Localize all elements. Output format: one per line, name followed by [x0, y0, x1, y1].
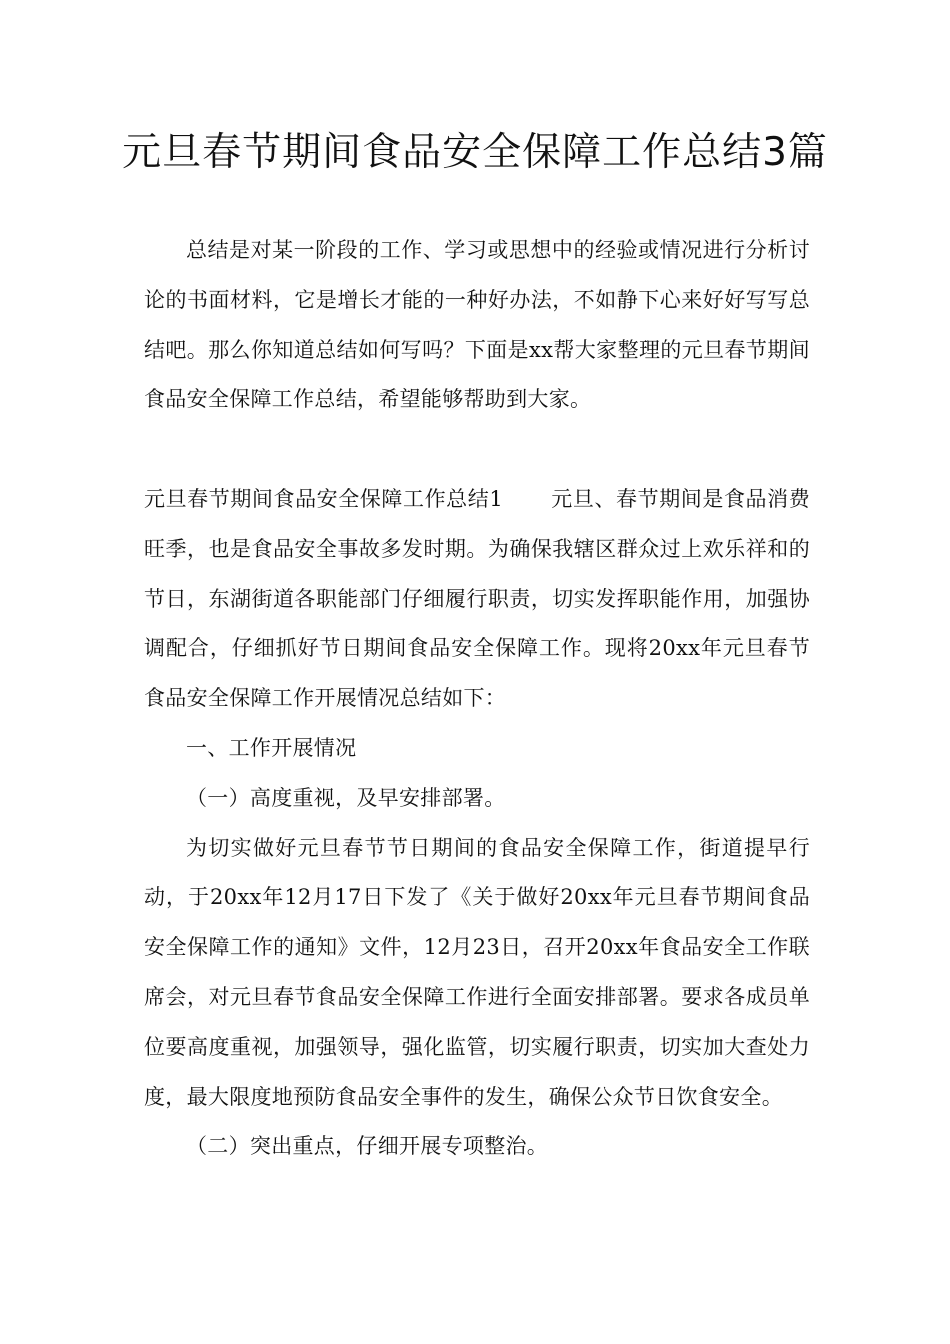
part1-heading: 一、工作开展情况	[186, 735, 357, 760]
document-body	[144, 226, 810, 1172]
section1-lead-text: 元旦、春节期间是食品消费旺季，也是食品安全事故多发时期。为确保我辖区群众过上欢乐祥和的节日，东湖街道各职能部门仔细履行职责，切实发挥职能作用，加强协调配合，仔细抓好节日期间食品安全保障工作。现将20xx年元旦春节食品安全保障工作开展情况总结如下：	[144, 486, 810, 711]
sub2-heading: （二）突出重点，仔细开展专项整治。	[186, 1134, 549, 1159]
sub1-heading: （一）高度重视，及早安排部署。	[186, 785, 506, 810]
section1-paragraph	[144, 475, 810, 724]
section1-heading: 元旦春节期间食品安全保障工作总结1	[144, 486, 503, 511]
blank-line	[144, 425, 810, 475]
sub1-paragraph: 为切实做好元旦春节节日期间的食品安全保障工作，街道提早行动，于20xx年12月17日下发了《关于做好20xx年元旦春节期间食品安全保障工作的通知》文件，12月23日，召开20xx年食品安全工作联席会，对元旦春节食品安全保障工作进行全面安排部署。要求各成员单位要高度重视，加强领导，强化监管，切实履行职责，切实加大查处力度，最大限度地预防食品安全事件的发生，确保公众节日饮食安全。	[144, 835, 810, 1109]
document-title: 元旦春节期间食品安全保障工作总结3篇	[122, 130, 828, 175]
intro-paragraph: 总结是对某一阶段的工作、学习或思想中的经验或情况进行分析讨论的书面材料，它是增长才能的一种好办法，不如静下心来好好写写总结吧。那么你知道总结如何写吗？下面是xx帮大家整理的元旦春节期间食品安全保障工作总结，希望能够帮助到大家。	[144, 238, 810, 412]
